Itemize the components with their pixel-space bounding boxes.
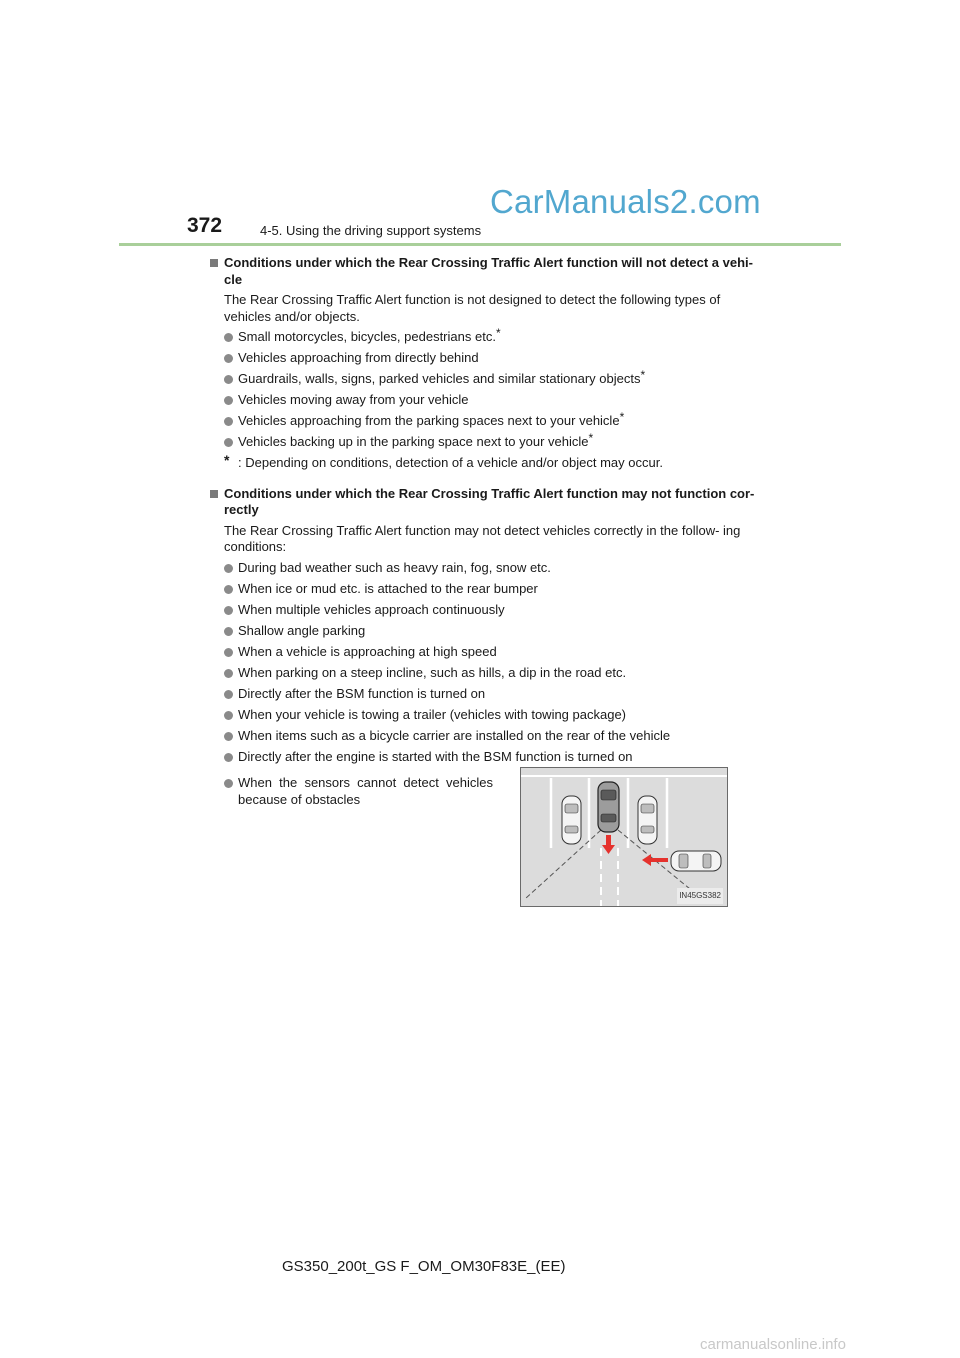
approaching-car bbox=[671, 851, 721, 871]
heading: Conditions under which the Rear Crossing Traffic Alert function may not function cor- rectly bbox=[210, 486, 755, 519]
list-item: When parking on a steep incline, such as hills, a dip in the road etc. bbox=[210, 665, 755, 682]
bullet-dot-icon bbox=[224, 375, 233, 384]
bullet-dot-icon bbox=[224, 354, 233, 363]
list-item: When ice or mud etc. is attached to the rear bumper bbox=[210, 581, 755, 598]
list-item: Vehicles moving away from your vehicle bbox=[210, 392, 755, 409]
bullet-dot-icon bbox=[224, 669, 233, 678]
bullet-dot-icon bbox=[224, 396, 233, 405]
asterisk: * bbox=[619, 410, 625, 424]
square-bullet-icon bbox=[210, 490, 218, 498]
list-item: Guardrails, walls, signs, parked vehicles and similar stationary objects* bbox=[210, 371, 755, 388]
footnote-mark: * bbox=[224, 452, 230, 468]
list-item: Shallow angle parking bbox=[210, 623, 755, 640]
page-number: 372 bbox=[187, 214, 223, 237]
bullet-dot-icon bbox=[224, 732, 233, 741]
list-item: Directly after the engine is started with the BSM function is turned on bbox=[210, 749, 755, 766]
bullet-dot-icon bbox=[224, 648, 233, 657]
list-item: Vehicles approaching from the parking spaces next to your vehicle* bbox=[210, 413, 755, 430]
parking-diagram bbox=[521, 768, 727, 906]
footer-doc-code: GS350_200t_GS F_OM_OM30F83E_(EE) bbox=[282, 1258, 566, 1275]
figure-label: IN45GS382 bbox=[677, 888, 723, 905]
header-rule bbox=[119, 243, 841, 246]
bullet-dot-icon bbox=[224, 333, 233, 342]
parked-car-left bbox=[562, 796, 581, 844]
bullet-dot-icon bbox=[224, 690, 233, 699]
page-content bbox=[210, 255, 755, 927]
bullet-dot-icon bbox=[224, 711, 233, 720]
list-item: When items such as a bicycle carrier are installed on the rear of the vehicle bbox=[210, 728, 755, 745]
list-item: Small motorcycles, bicycles, pedestrians etc.* bbox=[210, 329, 755, 346]
list-item: When multiple vehicles approach continuously bbox=[210, 602, 755, 619]
watermark-logo: CarManuals2.com bbox=[490, 183, 761, 220]
bullet-dot-icon bbox=[224, 627, 233, 636]
asterisk: * bbox=[588, 431, 594, 445]
asterisk: * bbox=[640, 368, 646, 382]
list-item: When the sensors cannot detect vehicles because of obstacles bbox=[210, 775, 493, 808]
list-item: When a vehicle is approaching at high speed bbox=[210, 644, 755, 661]
block-not-detect bbox=[210, 255, 755, 472]
heading: Conditions under which the Rear Crossing Traffic Alert function will not detect a vehi- cle bbox=[210, 255, 755, 288]
bullet-dot-icon bbox=[224, 779, 233, 788]
watermark-footer: carmanualsonline.info bbox=[700, 1336, 846, 1353]
parked-car-right bbox=[638, 796, 657, 844]
asterisk: * bbox=[495, 326, 501, 340]
list-item: Directly after the BSM function is turned on bbox=[210, 686, 755, 703]
list-item: When your vehicle is towing a trailer (vehicles with towing package) bbox=[210, 707, 755, 724]
list-item: Vehicles backing up in the parking space next to your vehicle* bbox=[210, 434, 755, 451]
bullet-dot-icon bbox=[224, 606, 233, 615]
intro-paragraph: The Rear Crossing Traffic Alert function may not detect vehicles correctly in the follow- ing conditions: bbox=[224, 522, 741, 554]
block-may-not-function bbox=[210, 486, 755, 916]
parking-illustration bbox=[520, 767, 728, 907]
bullet-dot-icon bbox=[224, 417, 233, 426]
section-title: 4-5. Using the driving support systems bbox=[260, 223, 482, 238]
own-car bbox=[598, 782, 619, 832]
square-bullet-icon bbox=[210, 259, 218, 267]
intro-paragraph: The Rear Crossing Traffic Alert function is not designed to detect the following types of vehicles and/or objects. bbox=[224, 292, 721, 324]
bullet-dot-icon bbox=[224, 585, 233, 594]
list-item: Vehicles approaching from directly behind bbox=[210, 350, 755, 367]
bullet-dot-icon bbox=[224, 753, 233, 762]
footnote: * : Depending on conditions, detection of a vehicle and/or object may occur. bbox=[224, 452, 663, 470]
bullet-dot-icon bbox=[224, 564, 233, 573]
obstacle-row bbox=[210, 775, 755, 915]
list-item: During bad weather such as heavy rain, fog, snow etc. bbox=[210, 560, 755, 577]
bullet-dot-icon bbox=[224, 438, 233, 447]
